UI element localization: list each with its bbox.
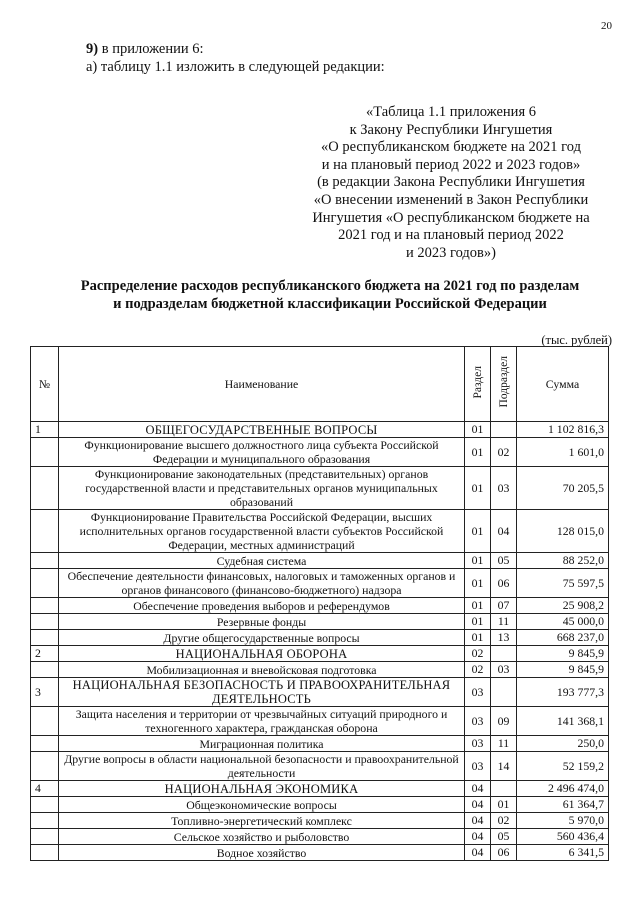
title-line-1: Распределение расходов республиканского бюджета на 2021 год по разделам xyxy=(80,278,580,294)
intro-line-1 xyxy=(86,40,385,58)
cell-section: 01 xyxy=(465,510,491,553)
cell-subsection: 06 xyxy=(491,569,517,598)
cell-sum: 560 436,4 xyxy=(517,829,609,845)
cell-no xyxy=(31,614,59,630)
cell-section: 04 xyxy=(465,797,491,813)
cell-sum: 1 102 816,3 xyxy=(517,422,609,438)
cell-subsection xyxy=(491,646,517,662)
table-row xyxy=(31,829,609,845)
header-section-label: Раздел xyxy=(471,365,484,399)
cell-no xyxy=(31,630,59,646)
cell-name: Обеспечение проведения выборов и референдумов xyxy=(59,598,465,614)
cell-name: Миграционная политика xyxy=(59,736,465,752)
cell-subsection: 01 xyxy=(491,797,517,813)
cell-sum: 9 845,9 xyxy=(517,662,609,678)
cell-section: 01 xyxy=(465,598,491,614)
cell-name: Водное хозяйство xyxy=(59,845,465,861)
appendix-line: Ингушетия «О республиканском бюджете на xyxy=(312,209,590,226)
cell-no: 2 xyxy=(31,646,59,662)
cell-subsection: 09 xyxy=(491,707,517,736)
cell-name: Судебная система xyxy=(59,553,465,569)
cell-subsection xyxy=(491,781,517,797)
cell-no xyxy=(31,797,59,813)
appendix-line: и 2023 годов») xyxy=(406,244,496,261)
cell-subsection: 03 xyxy=(491,467,517,510)
table-row-section xyxy=(31,678,609,707)
cell-section: 02 xyxy=(465,662,491,678)
cell-subsection: 02 xyxy=(491,438,517,467)
appendix-header xyxy=(292,104,610,262)
appendix-line: «О республиканском бюджете на 2021 год xyxy=(321,139,581,156)
cell-name: Другие общегосударственные вопросы xyxy=(59,630,465,646)
appendix-line: (в редакции Закона Республики Ингушетия xyxy=(317,174,585,191)
cell-sum: 1 601,0 xyxy=(517,438,609,467)
cell-section: 04 xyxy=(465,813,491,829)
appendix-line: к Закону Республики Ингушетия xyxy=(349,121,553,138)
header-subsection-label: Подраздел xyxy=(497,356,510,408)
table-row xyxy=(31,510,609,553)
cell-sum: 250,0 xyxy=(517,736,609,752)
cell-subsection: 11 xyxy=(491,614,517,630)
cell-no xyxy=(31,553,59,569)
table-header-row xyxy=(31,347,609,422)
cell-section: 02 xyxy=(465,646,491,662)
cell-sum: 88 252,0 xyxy=(517,553,609,569)
cell-section: 04 xyxy=(465,829,491,845)
table-row xyxy=(31,736,609,752)
cell-subsection: 14 xyxy=(491,752,517,781)
cell-no xyxy=(31,845,59,861)
cell-name: Топливно-энергетический комплекс xyxy=(59,813,465,829)
cell-subsection xyxy=(491,422,517,438)
cell-name: ОБЩЕГОСУДАРСТВЕННЫЕ ВОПРОСЫ xyxy=(59,422,465,438)
cell-section: 03 xyxy=(465,736,491,752)
cell-section: 03 xyxy=(465,752,491,781)
cell-sum: 25 908,2 xyxy=(517,598,609,614)
cell-name: Функционирование Правительства Российской Федерации, высших исполнительных органов государственной власти субъектов Российской Федерации, местных администраций xyxy=(59,510,465,553)
cell-name: Другие вопросы в области национальной безопасности и правоохранительной деятельности xyxy=(59,752,465,781)
cell-name: НАЦИОНАЛЬНАЯ ОБОРОНА xyxy=(59,646,465,662)
cell-no: 4 xyxy=(31,781,59,797)
cell-subsection: 04 xyxy=(491,510,517,553)
header-name: Наименование xyxy=(59,347,465,422)
document-title xyxy=(60,277,600,313)
table-row xyxy=(31,614,609,630)
table-row xyxy=(31,797,609,813)
table-row xyxy=(31,553,609,569)
cell-name: Резервные фонды xyxy=(59,614,465,630)
table-row-section xyxy=(31,646,609,662)
cell-sum: 128 015,0 xyxy=(517,510,609,553)
cell-sum: 75 597,5 xyxy=(517,569,609,598)
cell-section: 03 xyxy=(465,707,491,736)
cell-no xyxy=(31,736,59,752)
cell-subsection: 03 xyxy=(491,662,517,678)
header-sum: Сумма xyxy=(517,347,609,422)
cell-no xyxy=(31,598,59,614)
cell-section: 01 xyxy=(465,438,491,467)
table-row xyxy=(31,630,609,646)
cell-subsection: 11 xyxy=(491,736,517,752)
cell-sum: 193 777,3 xyxy=(517,678,609,707)
intro-line-1-text: в приложении 6: xyxy=(98,41,204,57)
cell-no xyxy=(31,662,59,678)
intro-line-2: а) таблицу 1.1 изложить в следующей редакции: xyxy=(86,59,385,75)
cell-subsection: 02 xyxy=(491,813,517,829)
cell-name: Функционирование законодательных (представительных) органов государственной власти и представительных органов муниципальных образований xyxy=(59,467,465,510)
cell-subsection: 13 xyxy=(491,630,517,646)
cell-sum: 70 205,5 xyxy=(517,467,609,510)
cell-no xyxy=(31,510,59,553)
units-label: (тыс. рублей) xyxy=(541,333,612,347)
budget-table xyxy=(30,346,609,861)
cell-name: Сельское хозяйство и рыболовство xyxy=(59,829,465,845)
cell-no: 3 xyxy=(31,678,59,707)
cell-subsection: 06 xyxy=(491,845,517,861)
table-row xyxy=(31,752,609,781)
cell-section: 04 xyxy=(465,781,491,797)
cell-no xyxy=(31,438,59,467)
cell-name: Обеспечение деятельности финансовых, налоговых и таможенных органов и органов финансового (финансово-бюджетного) надзора xyxy=(59,569,465,598)
cell-no xyxy=(31,829,59,845)
appendix-line: «Таблица 1.1 приложения 6 xyxy=(366,104,536,120)
page-number: 20 xyxy=(601,20,612,32)
header-no: № xyxy=(31,347,59,422)
appendix-line: 2021 год и на плановый период 2022 xyxy=(338,227,564,244)
appendix-line: и на плановый период 2022 и 2023 годов» xyxy=(321,156,581,173)
table-row xyxy=(31,662,609,678)
cell-section: 01 xyxy=(465,630,491,646)
title-line-2: и подразделам бюджетной классификации Российской Федерации xyxy=(113,296,547,312)
cell-section: 01 xyxy=(465,614,491,630)
table-row xyxy=(31,813,609,829)
cell-sum: 141 368,1 xyxy=(517,707,609,736)
cell-no xyxy=(31,467,59,510)
cell-sum: 668 237,0 xyxy=(517,630,609,646)
table-row xyxy=(31,845,609,861)
cell-subsection xyxy=(491,678,517,707)
appendix-line: «О внесении изменений в Закон Республики xyxy=(313,191,589,208)
cell-name: Функционирование высшего должностного лица субъекта Российской Федерации и муниципального образования xyxy=(59,438,465,467)
table-row xyxy=(31,569,609,598)
cell-name: Защита населения и территории от чрезвычайных ситуаций природного и техногенного характера, гражданская оборона xyxy=(59,707,465,736)
cell-sum: 6 341,5 xyxy=(517,845,609,861)
header-subsection xyxy=(491,347,517,422)
table-row xyxy=(31,707,609,736)
header-section xyxy=(465,347,491,422)
cell-section: 04 xyxy=(465,845,491,861)
table-row xyxy=(31,598,609,614)
cell-name: НАЦИОНАЛЬНАЯ БЕЗОПАСНОСТЬ И ПРАВООХРАНИТЕЛЬНАЯ ДЕЯТЕЛЬНОСТЬ xyxy=(59,678,465,707)
cell-no xyxy=(31,813,59,829)
cell-section: 01 xyxy=(465,569,491,598)
cell-section: 03 xyxy=(465,678,491,707)
cell-section: 01 xyxy=(465,553,491,569)
cell-sum: 2 496 474,0 xyxy=(517,781,609,797)
cell-name: НАЦИОНАЛЬНАЯ ЭКОНОМИКА xyxy=(59,781,465,797)
cell-no xyxy=(31,569,59,598)
cell-section: 01 xyxy=(465,422,491,438)
item-number: 9) xyxy=(86,41,99,57)
table-row-section xyxy=(31,781,609,797)
cell-section: 01 xyxy=(465,467,491,510)
cell-no: 1 xyxy=(31,422,59,438)
intro-text xyxy=(86,40,385,76)
cell-subsection: 07 xyxy=(491,598,517,614)
cell-sum: 45 000,0 xyxy=(517,614,609,630)
table-row xyxy=(31,438,609,467)
cell-sum: 9 845,9 xyxy=(517,646,609,662)
cell-no xyxy=(31,707,59,736)
cell-sum: 61 364,7 xyxy=(517,797,609,813)
cell-no xyxy=(31,752,59,781)
cell-subsection: 05 xyxy=(491,553,517,569)
table-row-section xyxy=(31,422,609,438)
cell-name: Общеэкономические вопросы xyxy=(59,797,465,813)
table-row xyxy=(31,467,609,510)
cell-name: Мобилизационная и вневойсковая подготовка xyxy=(59,662,465,678)
cell-sum: 52 159,2 xyxy=(517,752,609,781)
cell-sum: 5 970,0 xyxy=(517,813,609,829)
cell-subsection: 05 xyxy=(491,829,517,845)
